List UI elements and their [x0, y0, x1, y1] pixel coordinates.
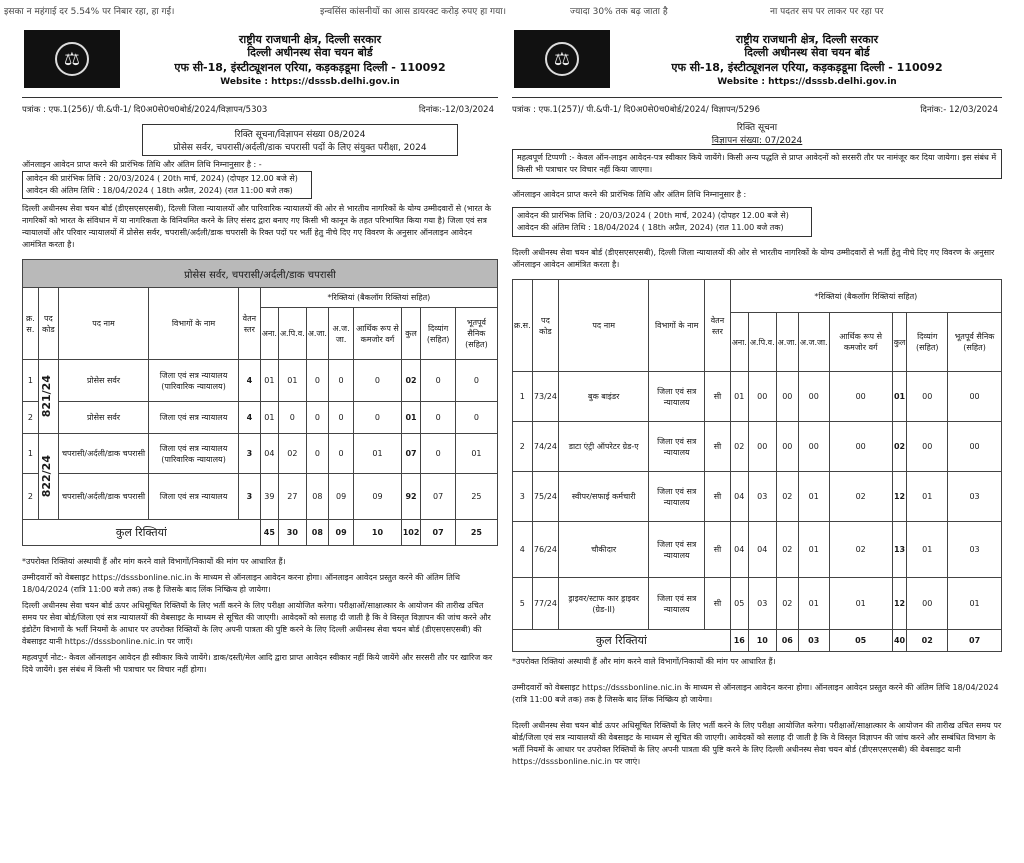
notice-title-box	[142, 124, 458, 156]
cell: 01	[455, 434, 497, 474]
cell: 76/24	[532, 522, 559, 578]
cell: 00	[907, 372, 948, 422]
issue-date: दिनांक:- 12/03/2024	[920, 105, 998, 115]
cell: जिला एवं सत्र न्यायालय	[149, 474, 239, 520]
cell: 01	[260, 360, 278, 402]
notice-07-2024	[512, 30, 1002, 860]
col-obc: अ.पि.व.	[278, 308, 306, 360]
cell: 01	[260, 402, 278, 434]
cell: चपरासी/अर्दली/डाक चपरासी	[59, 434, 149, 474]
cell: 25	[455, 520, 497, 546]
cell: 10	[354, 520, 401, 546]
cell: 04	[260, 434, 278, 474]
issue-date: दिनांक:-12/03/2024	[418, 105, 494, 115]
cell: 03	[748, 472, 776, 522]
col-dept: विभागों के नाम	[649, 280, 705, 372]
scales-icon: ⚖	[55, 42, 89, 76]
cell: 05	[730, 578, 748, 630]
cell: 0	[354, 402, 401, 434]
vacancy-table	[512, 279, 1002, 652]
cell: 02	[278, 434, 306, 474]
col-pwd: दिव्यांग (सहित)	[421, 308, 455, 360]
cell: 01	[829, 578, 892, 630]
cell: 10	[748, 630, 776, 652]
cell: 01	[354, 434, 401, 474]
address: एफ सी-18, इंस्टीट्यूशनल एरिया, कड़कड़डूमा दिल्ली - 110092	[671, 61, 943, 74]
address: एफ सी-18, इंस्टीट्यूशनल एरिया, कड़कड़डूमा दिल्ली - 110092	[174, 61, 446, 74]
table-row	[23, 474, 498, 520]
cell: 3	[239, 434, 261, 474]
vacancy-table	[22, 259, 498, 546]
cell: 2	[513, 422, 533, 472]
col-st: अ.ज. जा.	[328, 308, 353, 360]
cell: 01	[278, 360, 306, 402]
letterhead	[512, 30, 1002, 98]
strip-text-a: इसका न महंगाई दर 5.54% पर निबार रहा, हा गई।	[4, 7, 175, 17]
govt-name: राष्ट्रीय राजधानी क्षेत्र, दिल्ली सरकार	[735, 33, 879, 46]
cell: प्रोसेस सर्वर	[59, 360, 149, 402]
online-intro: ऑनलाइन आवेदन प्राप्त करने की प्रारंभिक तिथि और अंतिम तिथि निम्नानुसार है : -	[22, 160, 262, 169]
total-label: कुल रिक्तियां	[513, 630, 731, 652]
table-row	[23, 402, 498, 434]
cell: 2	[23, 474, 39, 520]
cell: 0	[306, 434, 328, 474]
cell: 04	[730, 472, 748, 522]
online-intro: ऑनलाइन आवेदन प्राप्त करने की प्रारंभिक तिथि और अंतिम तिथि निम्नानुसार है :	[512, 190, 747, 199]
col-ur: अना.	[260, 308, 278, 360]
cell: 3	[239, 474, 261, 520]
total-label: कुल रिक्तियां	[23, 520, 261, 546]
cell: ड्राइवर/स्टाफ कार ड्राइवर (ग्रेड-II)	[559, 578, 649, 630]
intro-paragraph: दिल्ली अधीनस्थ सेवा चयन बोर्ड (डीएसएसएसबी), दिल्ली जिला न्यायालयों की ओर से भारतीय नागरिकों के योग्य उम्मीदवारों से भर्ती हेतु नीचे दिए गए विवरण के अनुसार ऑनलाइन आवेदन आमंत्रित करता है।	[512, 248, 995, 269]
cell: 73/24	[532, 372, 559, 422]
cell: जिला एवं सत्र न्यायालय	[649, 472, 705, 522]
cell: 02	[892, 422, 907, 472]
cell: 00	[776, 372, 798, 422]
newspaper-top-strip	[0, 0, 1024, 26]
table-row	[513, 372, 1002, 422]
cell: 102	[401, 520, 421, 546]
exam-paragraph: दिल्ली अधीनस्थ सेवा चयन बोर्ड ऊपर अधिसूचित रिक्तियों के लिए भर्ती करने के लिए परीक्षा आयोजित करेगा। परीक्षाओं/साक्षात्कार के आयोजन की तारीख उचित समय पर बोर्ड/जिला एवं सत्र न्यायालयों की वेबसाइट के माध्यम से सूचित की जाएगी। आवेदकों को सलाह दी जाती है कि वे विस्तृत विज्ञापन की जांच करने और सम्बंधित विभाग के भर्ती नियमों के आधार पर उपरोक्त रिक्तियों के लिए अपनी पात्रता की पुष्टि करने के लिए दिल्ली अधीनस्थ सेवा चयन बोर्ड (डीएसएसएसबी) की वेबसाइट यानी https://dsssbonline.nic.in पर जाएं।	[512, 721, 1002, 766]
cell: सी	[705, 472, 730, 522]
cell: 16	[730, 630, 748, 652]
table-row	[513, 522, 1002, 578]
cell: 0	[354, 360, 401, 402]
board-name: दिल्ली अधीनस्थ सेवा चयन बोर्ड	[744, 46, 870, 59]
cell: 5	[513, 578, 533, 630]
letterhead	[22, 30, 498, 98]
cell: 05	[829, 630, 892, 652]
cell: 00	[776, 422, 798, 472]
cell: 01	[907, 522, 948, 578]
cell: 00	[748, 372, 776, 422]
cell: 02	[776, 578, 798, 630]
cell: 07	[421, 520, 455, 546]
post-code-822: 822/24	[38, 434, 58, 520]
cell: 0	[278, 402, 306, 434]
cell: 1	[23, 434, 39, 474]
dates-box	[22, 171, 312, 199]
col-code: पद कोड	[532, 280, 559, 372]
end-date: आवेदन की अंतिम तिथि : 18/04/2024 ( 18th अप्रैल, 2024) (रात 11:00 बजे तक)	[26, 186, 293, 195]
cell: 3	[513, 472, 533, 522]
intro-paragraph: दिल्ली अधीनस्थ सेवा चयन बोर्ड (डीएसएसएसबी), दिल्ली जिला न्यायालयों और पारिवारिक न्यायालयों की ओर से भारतीय नागरिकों के योग्य उम्मीदवारों से (भारत के नागरिकों को भारत के संविधान में या नागरिकता के विनियमित करने के लिए संसद द्वारा बनाए गए किसी भी कानून के तहत परिभाषित किया गया है) जिला एवं सत्र न्यायालयों और परिवार न्यायालयों में प्रोसेस सर्वर, चपरासी/अर्दली/डाक चपरासी के रिक्त पदों पर भर्ती हेतु नीचे दिए गए विवरण के अनुसार ऑनलाइन आवेदन आमंत्रित करता है।	[22, 204, 492, 249]
col-esm: भूतपूर्व सैनिक (सहित)	[948, 313, 1002, 372]
notice-title: रिक्ति सूचना/विज्ञापन संख्या 08/2024	[234, 130, 366, 140]
col-esm: भूतपूर्व सैनिक (सहित)	[455, 308, 497, 360]
notice-subtitle: विज्ञापन संख्या: 07/2024	[711, 136, 803, 146]
cell: 06	[776, 630, 798, 652]
col-pay: वेतन स्तर	[239, 288, 261, 360]
cell: 00	[907, 578, 948, 630]
cell: 00	[829, 422, 892, 472]
cell: 0	[328, 402, 353, 434]
cell: 04	[730, 522, 748, 578]
col-sc: अ.जा.	[306, 308, 328, 360]
table-row	[513, 472, 1002, 522]
table-row	[513, 422, 1002, 472]
cell: 03	[948, 522, 1002, 578]
cell: 4	[239, 360, 261, 402]
notice-08-2024	[22, 30, 498, 860]
scales-icon: ⚖	[545, 42, 579, 76]
cell: 01	[892, 372, 907, 422]
table-row	[23, 434, 498, 474]
cell: 01	[907, 472, 948, 522]
cell: 0	[328, 434, 353, 474]
website: Website : https://dsssb.delhi.gov.in	[220, 77, 400, 87]
apply-paragraph: उम्मीदवारों को वेबसाइट https://dsssbonline.nic.in के माध्यम से ऑनलाइन आवेदन करना होगा। ऑनलाइन आवेदन प्रस्तुत करने की अंतिम तिथि 18/04/2024 (रात्रि 11:00 बजे तक) तक है जिसके बाद लिंक निष्क्रिय हो जायेगा।	[22, 573, 460, 594]
cell: सी	[705, 578, 730, 630]
cell: 04	[748, 522, 776, 578]
cell: 08	[306, 474, 328, 520]
cell: 45	[260, 520, 278, 546]
cell: 00	[748, 422, 776, 472]
cell: 30	[278, 520, 306, 546]
cell: 02	[907, 630, 948, 652]
post-code-821: 821/24	[38, 360, 58, 434]
col-st: अ.ज.जा.	[798, 313, 829, 372]
cell: 01	[948, 578, 1002, 630]
col-pay: वेतन स्तर	[705, 280, 730, 372]
cell: 01	[798, 472, 829, 522]
cell: 2	[23, 402, 39, 434]
cell: 0	[421, 434, 455, 474]
cell: 03	[798, 630, 829, 652]
col-post: पद नाम	[59, 288, 149, 360]
cell: 13	[892, 522, 907, 578]
cell: 12	[892, 578, 907, 630]
cell: 09	[328, 474, 353, 520]
cell: 0	[455, 402, 497, 434]
cell: जिला एवं सत्र न्यायालय	[649, 522, 705, 578]
cell: जिला एवं सत्र न्यायालय	[649, 372, 705, 422]
col-pwd: दिव्यांग (सहित)	[907, 313, 948, 372]
dsssb-logo	[24, 30, 120, 88]
col-ews: आर्थिक रूप से कमजोर वर्ग	[829, 313, 892, 372]
important-notice-box: महत्वपूर्ण टिप्पणी :- केवल ऑन-लाइन आवेदन-पत्र स्वीकार किये जायेंगे। किसी अन्य पद्धति से प्राप्त आवेदनों को सरसरी तौर पर नामंजूर कर दिया जायेगा। इस संबंध में किसी भी पत्राचार पर विचार नहीं किया जाएगा।	[512, 149, 1002, 179]
cell: जिला एवं सत्र न्यायालय	[649, 578, 705, 630]
cell: 00	[798, 372, 829, 422]
end-date: आवेदन की अंतिम तिथि : 18/04/2024 ( 18th अप्रैल, 2024) (रात 11.00 बजे तक)	[517, 223, 784, 232]
cell: 75/24	[532, 472, 559, 522]
cell: 08	[306, 520, 328, 546]
col-total: कुल	[401, 308, 421, 360]
col-ur: अना.	[730, 313, 748, 372]
cell: 03	[748, 578, 776, 630]
cell: सी	[705, 372, 730, 422]
cell: 0	[306, 402, 328, 434]
cell: 27	[278, 474, 306, 520]
cell: 02	[776, 472, 798, 522]
cell: 00	[948, 422, 1002, 472]
cell: 00	[907, 422, 948, 472]
cell: 01	[730, 372, 748, 422]
start-date: आवेदन की प्रारंभिक तिथि : 20/03/2024 ( 20th मार्च, 2024) (दोपहर 12.00 बजे से)	[26, 174, 298, 183]
exam-paragraph: दिल्ली अधीनस्थ सेवा चयन बोर्ड ऊपर अधिसूचित रिक्तियों के लिए भर्ती करने के लिए परीक्षा आयोजित करेगा। परीक्षाओं/साक्षात्कार के आयोजन की तारीख उचित समय पर सेवा बोर्ड/जिला एवं सत्र न्यायालयों की वेबसाइट के माध्यम से सूचित की जाएगी। आवेदकों को सलाह दी जाती है कि वे विस्तृत विज्ञापन की जांच करने और इंडोटेंग विभागों के भर्ती नियमों के आधार पर उपरोक्त रिक्तियों के लिए अपनी पात्रता की पुष्टि करने के लिए दिल्ली अधीनस्थ सेवा चयन बोर्ड (डीएसएसएसबी) की वेबसाइट यानी https://dsssbonline.nic.in पर जाएँ।	[22, 601, 491, 646]
cell: 0	[421, 402, 455, 434]
cell: 02	[401, 360, 421, 402]
start-date: आवेदन की प्रारंभिक तिथि : 20/03/2024 ( 20th मार्च, 2024) (दोपहर 12.00 बजे से)	[517, 211, 789, 220]
vacancy-header: *रिक्तियां (बैकलॉग रिक्तियां सहित)	[730, 280, 1001, 313]
col-post: पद नाम	[559, 280, 649, 372]
strip-text-b: इन्वसिंस कांसनीयों का आस डायरक्ट करोड़ रुपए हा गया।	[320, 7, 507, 17]
cell: 40	[892, 630, 907, 652]
cell: जिला एवं सत्र न्यायालय	[149, 402, 239, 434]
cell: 0	[328, 360, 353, 402]
cell: सी	[705, 522, 730, 578]
important-note: महत्वपूर्ण नोट:- केवल ऑनलाइन आवेदन ही स्वीकार किये जायेंगे। डाक/दस्ती/मेल आदि द्वारा प्राप्त आवेदन स्वीकार नहीं किये जायेंगे और सरसरी तौर पर खारिज कर दिये जायेंगे। इस संबंध में किसी भी पत्राचार पर विचार नहीं होगा।	[22, 653, 493, 674]
cell: 1	[513, 372, 533, 422]
table-row	[23, 360, 498, 402]
vacancy-header: *रिक्तियां (बैकलॉग रिक्तियां सहित)	[260, 288, 497, 308]
cell: 00	[798, 422, 829, 472]
cell: 09	[354, 474, 401, 520]
cell: सी	[705, 422, 730, 472]
cell: 09	[328, 520, 353, 546]
cell: 00	[948, 372, 1002, 422]
cell: 0	[421, 360, 455, 402]
col-sno: क्र.स.	[513, 280, 533, 372]
cell: 77/24	[532, 578, 559, 630]
temporary-note: *उपरोक्त रिक्तियां अस्थायी हैं और मांग करने वाले विभागों/निकायों की मांग पर आधारित हैं।	[22, 557, 286, 566]
col-dept: विभागों के नाम	[149, 288, 239, 360]
cell: 39	[260, 474, 278, 520]
cell: 12	[892, 472, 907, 522]
cell: 02	[829, 522, 892, 578]
cell: बुक बाइंडर	[559, 372, 649, 422]
notice-subtitle: प्रोसेस सर्वर, चपरासी/अर्दली/डाक चपरासी पदों के लिए संयुक्त परीक्षा, 2024	[173, 143, 427, 153]
cell: 0	[455, 360, 497, 402]
cell: चौकीदार	[559, 522, 649, 578]
cell: 03	[948, 472, 1002, 522]
total-row	[513, 630, 1002, 652]
cell: जिला एवं सत्र न्यायालय (पारिवारिक न्यायालय)	[149, 434, 239, 474]
cell: जिला एवं सत्र न्यायालय (पारिवारिक न्यायालय)	[149, 360, 239, 402]
cell: 4	[513, 522, 533, 578]
reference-number: पत्रांक : एफ.1(256)/ पी.&पी-1/ दि0अ0से0च0बोर्ड/2024/विज्ञापन/5303	[22, 105, 268, 115]
cell: 92	[401, 474, 421, 520]
board-name: दिल्ली अधीनस्थ सेवा चयन बोर्ड	[247, 46, 373, 59]
cell: डाटा एंट्री ऑपरेटर ग्रेड-ए	[559, 422, 649, 472]
col-sc: अ.जा.	[776, 313, 798, 372]
strip-text-c: ज्यादा 30% तक बढ़ जाता है	[570, 7, 668, 17]
govt-name: राष्ट्रीय राजधानी क्षेत्र, दिल्ली सरकार	[238, 33, 382, 46]
col-sno: क्र. स.	[23, 288, 39, 360]
cell: 00	[829, 372, 892, 422]
cell: 1	[23, 360, 39, 402]
cell: 4	[239, 402, 261, 434]
col-obc: अ.पि.व.	[748, 313, 776, 372]
cell: 0	[306, 360, 328, 402]
col-total: कुल	[892, 313, 907, 372]
apply-paragraph: उम्मीदवारों को वेबसाइट https://dsssbonline.nic.in के माध्यम से ऑनलाइन आवेदन करना होगा। ऑनलाइन आवेदन प्रस्तुत करने की अंतिम तिथि 18/04/2024 (रात्रि 11:00 बजे तक) तक है जिसके बाद लिंक निष्क्रिय हो जायेगा।	[512, 683, 999, 704]
cell: 02	[829, 472, 892, 522]
temporary-note: *उपरोक्त रिक्तियां अस्थायी हैं और मांग करने वाले विभागों/निकायों की मांग पर आधारित हैं।	[512, 657, 776, 666]
table-title: प्रोसेस सर्वर, चपरासी/अर्दली/डाक चपरासी	[23, 260, 498, 288]
col-ews: आर्थिक रूप से कमजोर वर्ग	[354, 308, 401, 360]
strip-text-d: ना पदतर सप पर लाकर पर रहा पर	[770, 7, 884, 17]
cell: प्रोसेस सर्वर	[59, 402, 149, 434]
cell: 02	[730, 422, 748, 472]
cell: स्वीपर/सफाई कर्मचारी	[559, 472, 649, 522]
dsssb-logo	[514, 30, 610, 88]
cell: 07	[401, 434, 421, 474]
cell: 25	[455, 474, 497, 520]
notice-title: रिक्ति सूचना	[736, 123, 778, 133]
col-code: पद कोड	[38, 288, 58, 360]
cell: 02	[776, 522, 798, 578]
cell: 01	[401, 402, 421, 434]
website: Website : https://dsssb.delhi.gov.in	[717, 77, 897, 87]
cell: जिला एवं सत्र न्यायालय	[649, 422, 705, 472]
dates-box	[512, 207, 812, 237]
cell: 07	[421, 474, 455, 520]
cell: 01	[798, 578, 829, 630]
cell: चपरासी/अर्दली/डाक चपरासी	[59, 474, 149, 520]
cell: 74/24	[532, 422, 559, 472]
total-row	[23, 520, 498, 546]
reference-number: पत्रांक : एफ.1(257)/ पी.&पी-1/ दि0अ0से0च0बोर्ड/2024/ विज्ञापन/5296	[512, 105, 761, 115]
table-row	[513, 578, 1002, 630]
cell: 07	[948, 630, 1002, 652]
cell: 01	[798, 522, 829, 578]
